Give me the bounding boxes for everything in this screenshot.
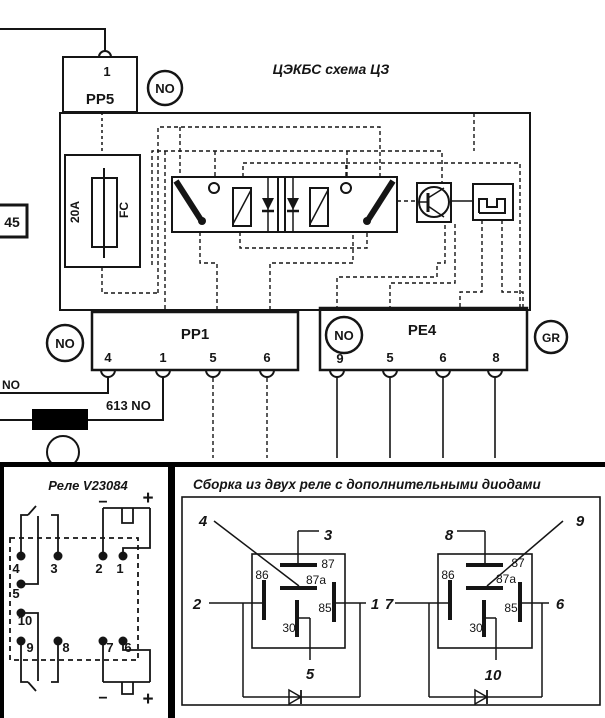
contact-30-label: 30 [469,621,483,635]
suppression-diode [287,198,299,210]
r1-pin-1: 1 [370,596,380,613]
coil-icon [122,508,133,523]
contact-86-label: 86 [255,568,269,582]
contact-87-label: 87 [321,557,335,571]
internal-wiring [102,113,523,458]
assembly-panel-title: Сборка из двух реле с дополнительными диодами [193,477,541,492]
pp1-label: PP1 [180,326,210,343]
pp1-connector [92,312,298,377]
pin-5-label: 5 [12,586,20,601]
wire-613-label: 613 NO [106,398,151,413]
r2-pin-7: 7 [384,596,394,613]
transistor-block [417,183,473,222]
resistor-613 [32,409,88,430]
pe4-pin-8: 8 [492,350,500,365]
relay-pin-labels [12,561,131,655]
relay-2-pin-lines [395,521,563,697]
twin-relay-assembly [172,177,397,232]
wire-no-label: NO [2,378,20,392]
relay-1 [192,513,379,704]
pin-4-label: 4 [12,561,20,576]
pin-2-label: 2 [95,561,103,576]
no-badge-text: NO [334,328,354,343]
r2-pin-6: 6 [555,596,565,613]
coil-icon [122,682,133,694]
no-badge-pp1 [47,325,83,361]
no-badge-text: NO [55,336,75,351]
r1-pin-3: 3 [323,527,333,544]
fuse-rating-label: 20A [68,200,82,224]
two-relay-assembly-panel [175,462,605,718]
left-contact-blade [176,181,201,220]
pe4-pin-6: 6 [439,350,447,365]
gr-badge-text: GR [542,331,560,345]
pe4-label: PE4 [407,322,437,339]
pin-1-label: 1 [116,561,124,576]
contact-86-label: 86 [441,568,455,582]
r1-pin-2: 2 [192,596,202,613]
pp1-pin-5: 5 [209,350,217,365]
right-contact-blade [368,181,393,220]
clipped-badge [47,436,79,462]
r1-pin-5: 5 [305,666,315,683]
pin-10-label: 10 [17,613,33,628]
pp5-connector [63,57,137,112]
no-badge-pp5 [148,71,182,105]
r2-pin-8: 8 [444,527,454,544]
r2-pin-10: 10 [484,667,502,684]
no-badge-pe4 [326,317,362,353]
fuse-code-label: FC [117,202,131,218]
terminal-45-box [0,205,27,237]
pin-8-label: 8 [62,640,70,655]
minus-sign: − [98,494,108,511]
plus-sign: + [142,689,154,710]
r2-pin-9: 9 [575,513,585,530]
contact-87-label: 87 [511,556,525,570]
right-contact-point [341,183,351,193]
pin-9-label: 9 [26,640,34,655]
contact-85-label: 85 [318,601,332,615]
top-coil-circuit [98,488,153,556]
pp1-pin-6: 6 [263,350,271,365]
fuse-block [65,112,140,267]
pe4-pin-5: 5 [386,350,394,365]
pp5-feed-wire [0,29,111,57]
pe4-pin-9: 9 [336,351,344,366]
output-wires [0,377,495,462]
plus-sign: + [142,488,154,509]
pp1-pin-4: 4 [104,350,112,365]
pp5-label: PP5 [85,91,115,108]
contact-30-label: 30 [282,621,296,635]
v23084-relay-panel [0,462,170,718]
connector-plug [473,184,513,220]
no-badge-text: NO [155,81,175,96]
relay-pins [17,552,128,646]
r1-pin-4: 4 [198,513,208,530]
relay-panel-title: Реле V23084 [48,478,128,493]
suppression-diode [262,198,274,210]
pp1-pin-1: 1 [159,350,167,365]
connector-icon [479,199,505,213]
schematic-title: ЦЭКБС схема ЦЗ [272,61,390,77]
relay-2 [385,513,585,704]
relay-1-pin-lines [209,521,366,697]
contact-85-label: 85 [504,601,518,615]
pin-7-label: 7 [106,640,114,655]
contact-87a-label: 87a [495,572,517,586]
minus-sign: − [98,690,108,707]
pin-3-label: 3 [50,561,58,576]
left-contact-point [209,183,219,193]
gr-badge [535,321,567,353]
contact-87a-label: 87a [305,573,327,587]
pp5-pin-label: 1 [103,64,111,79]
terminal-45-label: 45 [4,214,20,230]
pin-6-label: 6 [124,640,132,655]
